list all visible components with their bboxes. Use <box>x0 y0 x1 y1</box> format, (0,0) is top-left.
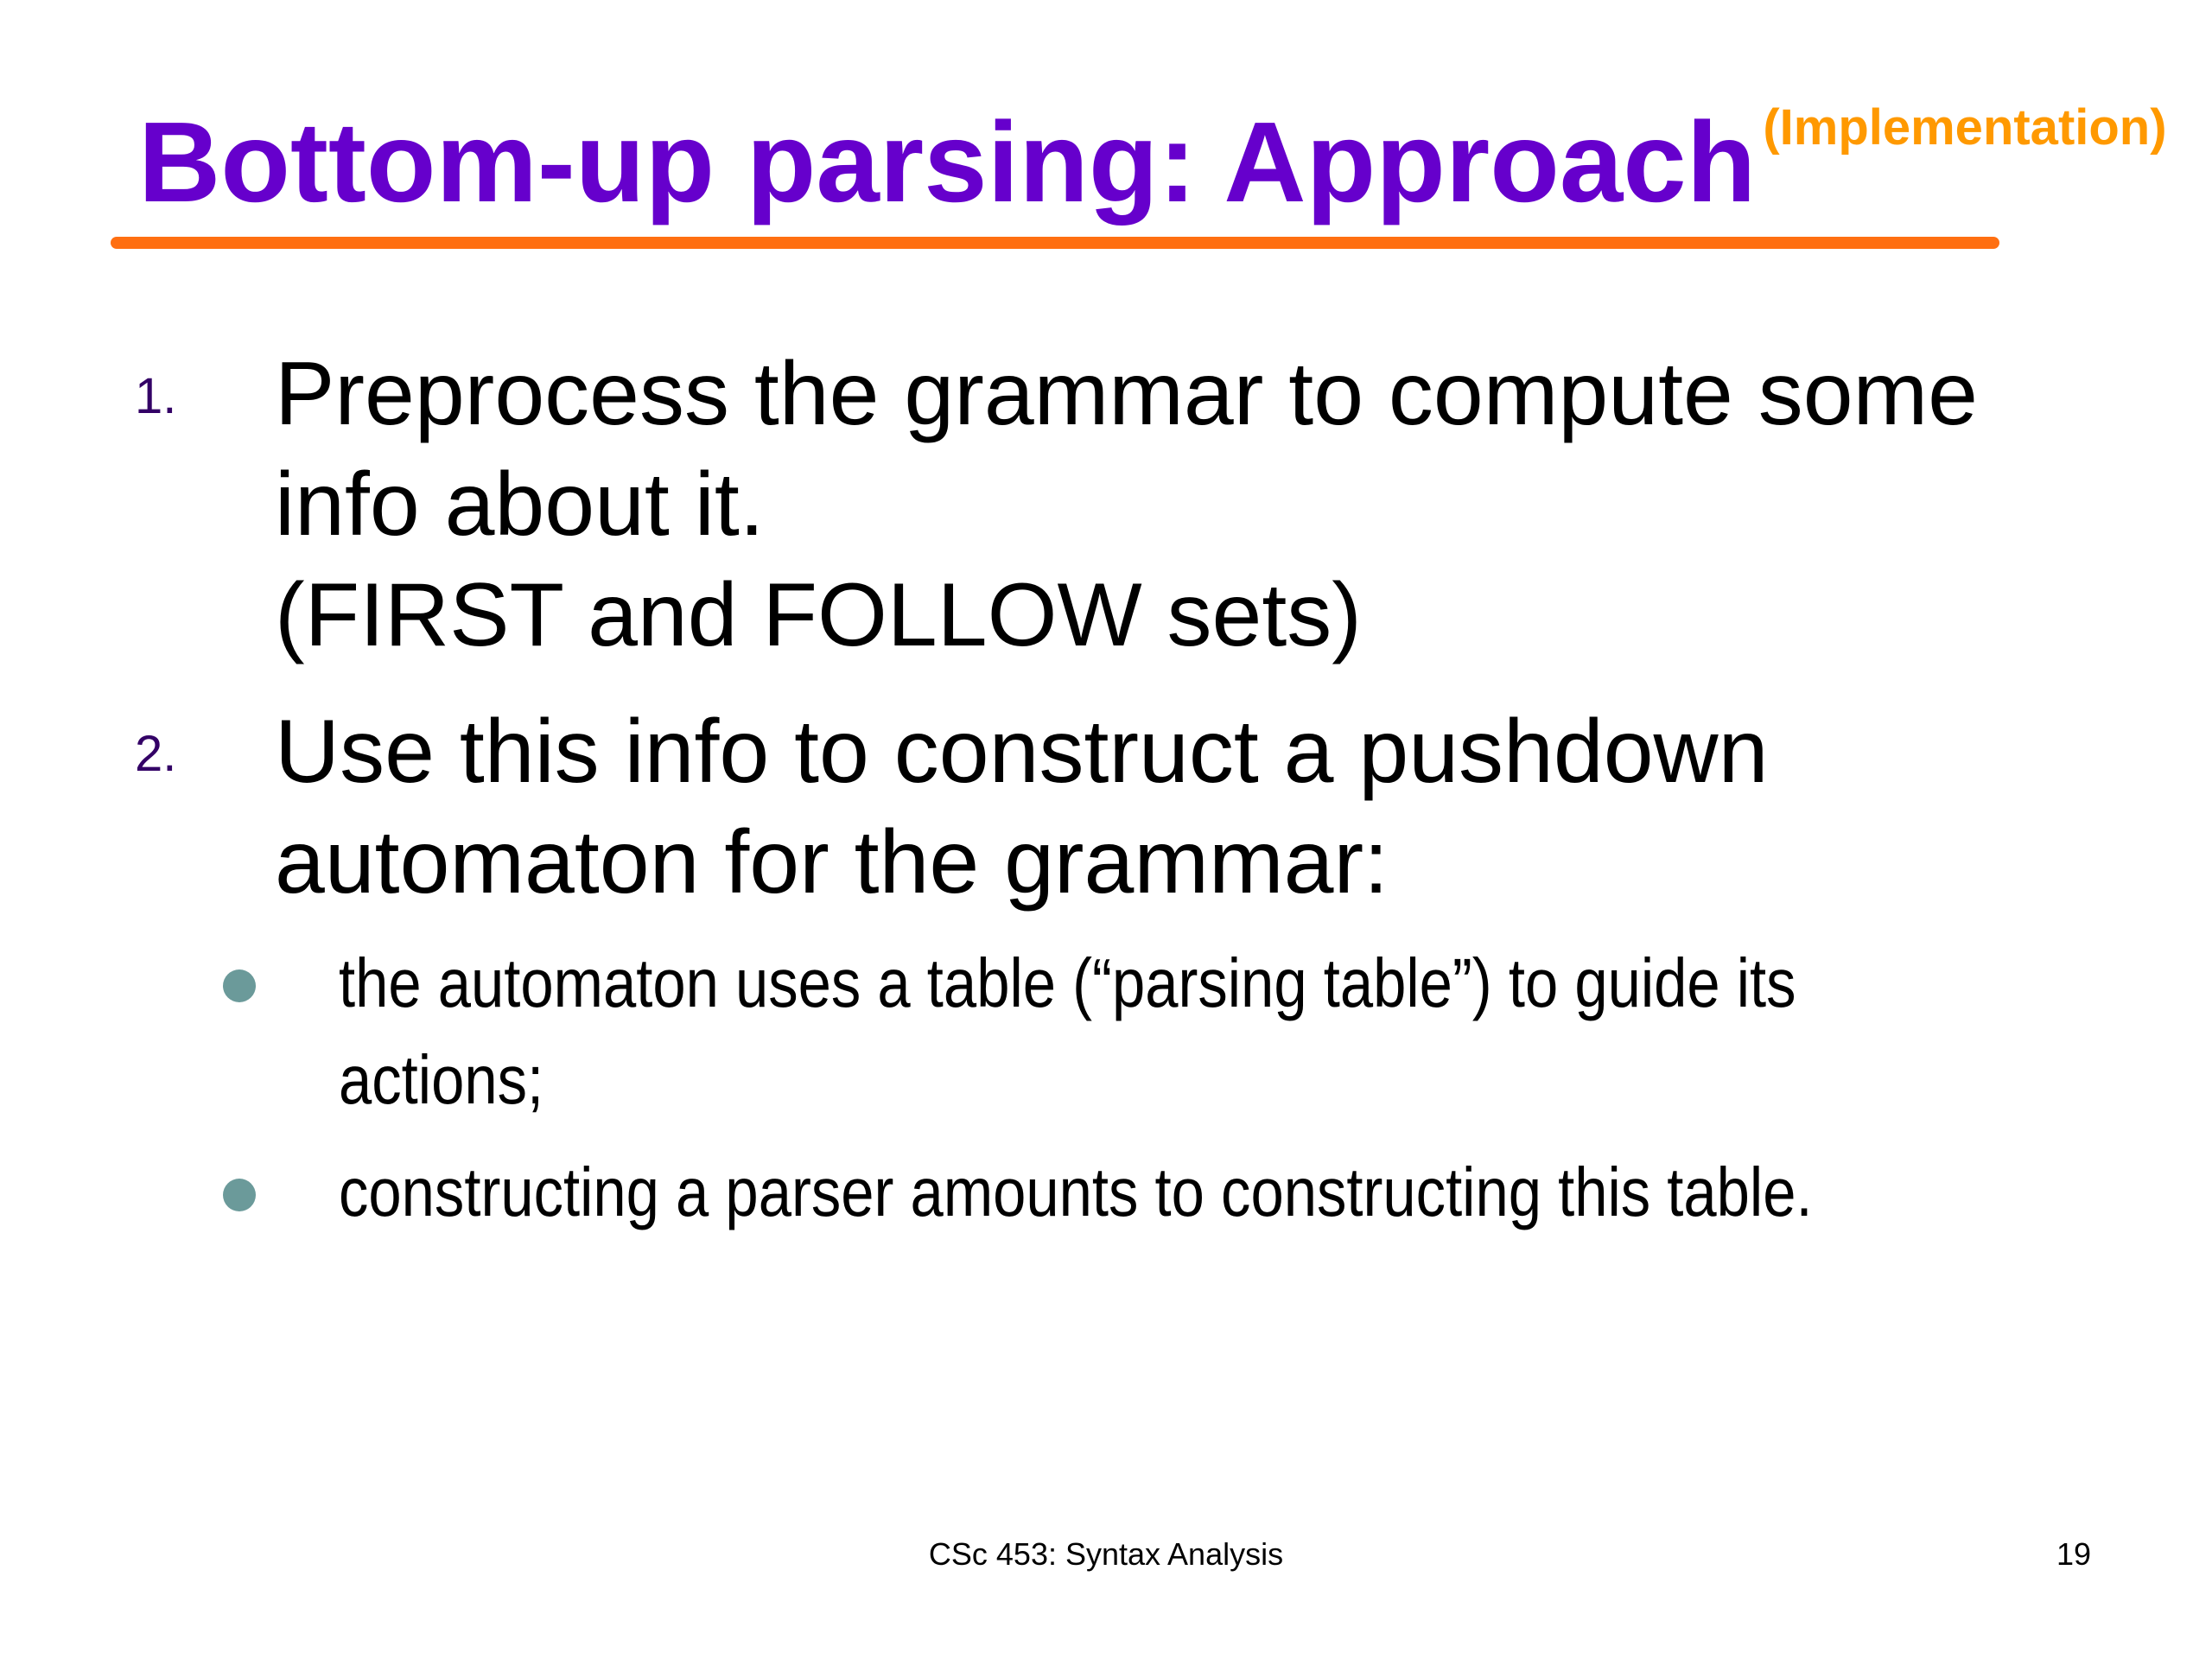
footer-course: CSc 453: Syntax Analysis <box>928 1536 1284 1572</box>
title-underline <box>111 237 1999 249</box>
bullet-dot-icon <box>223 1179 256 1211</box>
item-line: info about it. <box>275 454 765 555</box>
title-superscript: (Implementation) <box>1763 99 2167 156</box>
bullet-text <box>339 935 2048 1128</box>
page-number: 19 <box>2056 1536 2092 1572</box>
item-line: (FIRST and FOLLOW sets) <box>275 565 1362 665</box>
item-number: 1. <box>135 368 177 424</box>
item-line: Use this info to construct a pushdown <box>275 702 1769 802</box>
bullet-dot-icon <box>223 969 256 1002</box>
item-text <box>275 696 2133 918</box>
title-main: Bottom-up parsing: Approach <box>138 99 1757 226</box>
bullet-text <box>339 1144 2048 1241</box>
item-line: automaton for the grammar: <box>275 812 1389 912</box>
bullet-line: constructing a parser amounts to constructing this table. <box>339 1154 1813 1230</box>
item-number: 2. <box>135 726 177 782</box>
item-text <box>275 339 2133 671</box>
bullet-line: the automaton uses a table (“parsing table”) to guide its <box>339 944 1796 1021</box>
bullet-line: actions; <box>339 1041 544 1118</box>
slide-title <box>138 99 2167 226</box>
item-line: Preprocess the grammar to compute some <box>275 344 1979 444</box>
